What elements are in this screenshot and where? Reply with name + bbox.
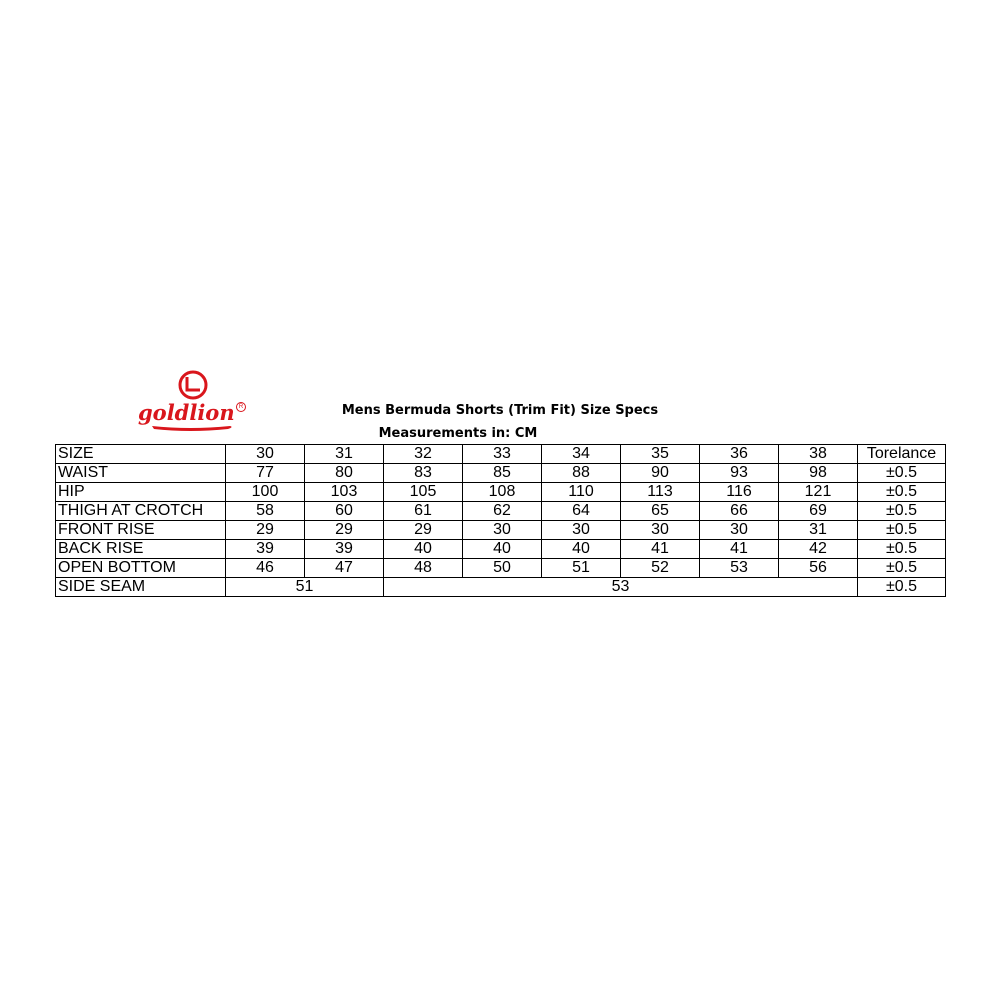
measurement-cell: 46: [226, 559, 305, 578]
measurement-cell: 58: [226, 502, 305, 521]
measurement-cell: 100: [226, 483, 305, 502]
measurement-cell: 52: [621, 559, 700, 578]
measurement-cell: 60: [305, 502, 384, 521]
measurement-cell: 50: [463, 559, 542, 578]
measurement-cell: 31: [779, 521, 858, 540]
tolerance-cell: ±0.5: [858, 483, 946, 502]
measurement-cell: 30: [463, 521, 542, 540]
measurement-cell: 103: [305, 483, 384, 502]
measurement-cell: 93: [700, 464, 779, 483]
size-header-cell: 35: [621, 445, 700, 464]
measurement-units: Measurements in: CM: [378, 426, 538, 441]
size-header-cell: 31: [305, 445, 384, 464]
tolerance-cell: ±0.5: [858, 578, 946, 597]
tolerance-cell: ±0.5: [858, 540, 946, 559]
measurement-cell: 83: [384, 464, 463, 483]
tolerance-cell: ±0.5: [858, 521, 946, 540]
size-header-cell: 36: [700, 445, 779, 464]
table-row: [56, 540, 946, 559]
measurement-cell: 69: [779, 502, 858, 521]
measurement-cell: 116: [700, 483, 779, 502]
measurement-cell: 110: [542, 483, 621, 502]
table-row: [56, 464, 946, 483]
row-label: THIGH AT CROTCH: [56, 502, 226, 521]
measurement-cell: 121: [779, 483, 858, 502]
measurement-cell: 29: [384, 521, 463, 540]
side-seam-value-small: 51: [226, 578, 384, 597]
measurement-cell: 61: [384, 502, 463, 521]
measurement-cell: 30: [700, 521, 779, 540]
size-header-cell: 30: [226, 445, 305, 464]
size-header-cell: 34: [542, 445, 621, 464]
measurement-cell: 105: [384, 483, 463, 502]
measurement-cell: 30: [542, 521, 621, 540]
measurement-cell: 88: [542, 464, 621, 483]
measurement-cell: 113: [621, 483, 700, 502]
size-header-cell: 33: [463, 445, 542, 464]
measurement-cell: 80: [305, 464, 384, 483]
side-seam-row: [56, 578, 946, 597]
tolerance-cell: ±0.5: [858, 559, 946, 578]
measurement-cell: 40: [384, 540, 463, 559]
tolerance-cell: ±0.5: [858, 502, 946, 521]
measurement-cell: 42: [779, 540, 858, 559]
tolerance-header: Torelance: [858, 445, 946, 464]
table-row: [56, 502, 946, 521]
size-header-cell: 38: [779, 445, 858, 464]
measurement-cell: 53: [700, 559, 779, 578]
measurement-cell: 40: [463, 540, 542, 559]
measurement-cell: 41: [700, 540, 779, 559]
row-label: HIP: [56, 483, 226, 502]
measurement-cell: 62: [463, 502, 542, 521]
measurement-cell: 56: [779, 559, 858, 578]
measurement-cell: 47: [305, 559, 384, 578]
measurement-cell: 98: [779, 464, 858, 483]
document-title: Mens Bermuda Shorts (Trim Fit) Size Specs: [341, 403, 659, 418]
spec-table-body: [56, 445, 946, 597]
measurement-cell: 85: [463, 464, 542, 483]
row-label: BACK RISE: [56, 540, 226, 559]
size-header-label: SIZE: [56, 445, 226, 464]
size-spec-table: [55, 444, 946, 597]
measurement-cell: 30: [621, 521, 700, 540]
row-label: FRONT RISE: [56, 521, 226, 540]
measurement-cell: 90: [621, 464, 700, 483]
measurement-cell: 48: [384, 559, 463, 578]
measurement-cell: 65: [621, 502, 700, 521]
table-row: [56, 483, 946, 502]
table-row: [56, 521, 946, 540]
row-label: OPEN BOTTOM: [56, 559, 226, 578]
measurement-cell: 29: [305, 521, 384, 540]
size-header-cell: 32: [384, 445, 463, 464]
logo-wordmark: goldlion: [138, 400, 235, 425]
measurement-cell: 40: [542, 540, 621, 559]
side-seam-value-large: 53: [384, 578, 858, 597]
measurement-cell: 108: [463, 483, 542, 502]
row-label: WAIST: [56, 464, 226, 483]
row-label: SIDE SEAM: [56, 578, 226, 597]
measurement-cell: 41: [621, 540, 700, 559]
measurement-cell: 64: [542, 502, 621, 521]
registered-mark-icon: R: [236, 402, 246, 412]
header-row: [56, 445, 946, 464]
goldlion-logo: [130, 366, 250, 438]
tolerance-cell: ±0.5: [858, 464, 946, 483]
table-row: [56, 559, 946, 578]
measurement-cell: 29: [226, 521, 305, 540]
measurement-cell: 66: [700, 502, 779, 521]
measurement-cell: 39: [226, 540, 305, 559]
measurement-cell: 39: [305, 540, 384, 559]
measurement-cell: 77: [226, 464, 305, 483]
measurement-cell: 51: [542, 559, 621, 578]
